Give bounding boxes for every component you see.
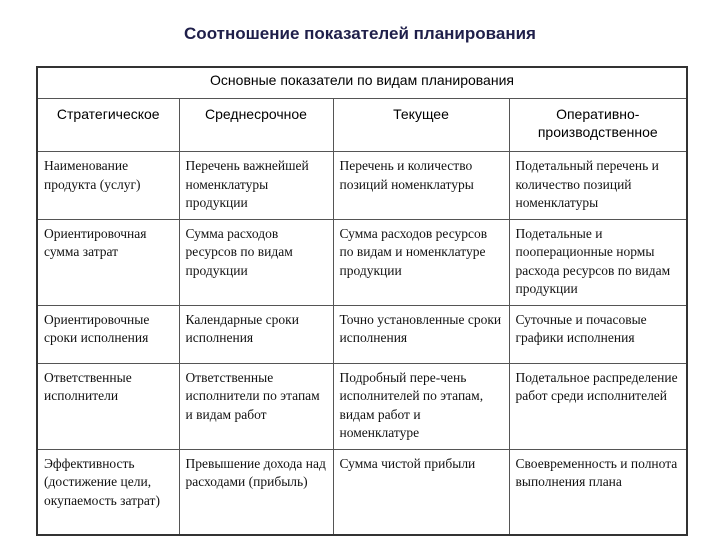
table-cell: Перечень важнейшей номенклатуры продукции: [179, 152, 333, 220]
table-cell: Ответственные исполнители по этапам и видам работ: [179, 363, 333, 449]
table-cell: Календарные сроки исполнения: [179, 305, 333, 363]
table-cell: Ориентировочная сумма затрат: [37, 219, 179, 305]
table-row: [37, 219, 687, 305]
table-cell: Ответственные исполнители: [37, 363, 179, 449]
table-cell: Перечень и количество позиций номенклатуры: [333, 152, 509, 220]
header-current: Текущее: [333, 99, 509, 152]
table-cell: Сумма расходов ресурсов по видам продукции: [179, 219, 333, 305]
table-cell: Наименование продукта (услуг): [37, 152, 179, 220]
table-cell: Эффективность (достижение цели, окупаемость затрат): [37, 449, 179, 535]
table-cell: Точно установленные сроки исполнения: [333, 305, 509, 363]
table-row: [37, 305, 687, 363]
table-cell: Сумма расходов ресурсов по видам и номенклатуре продукции: [333, 219, 509, 305]
table-row: [37, 449, 687, 535]
table-cell: Подетальный перечень и количество позиций номенклатуры: [509, 152, 687, 220]
table-row: [37, 363, 687, 449]
header-operational: Оперативно-производственное: [509, 99, 687, 152]
table-cell: Подробный пере-чень исполнителей по этапам, видам работ и номенклатуре: [333, 363, 509, 449]
table-caption: Основные показатели по видам планирования: [37, 67, 687, 99]
table-cell: Подетальные и пооперационные нормы расхода ресурсов по видам продукции: [509, 219, 687, 305]
planning-indicators-table: [36, 66, 688, 536]
table-row: [37, 152, 687, 220]
table-cell: Своевременность и полнота выполнения плана: [509, 449, 687, 535]
header-row: [37, 99, 687, 152]
table-cell: Превышение дохода над расходами (прибыль): [179, 449, 333, 535]
header-medium-term: Среднесрочное: [179, 99, 333, 152]
table-cell: Ориентировочные сроки исполнения: [37, 305, 179, 363]
table-cell: Сумма чистой прибыли: [333, 449, 509, 535]
header-strategic: Стратегическое: [37, 99, 179, 152]
table-cell: Суточные и почасовые графики исполнения: [509, 305, 687, 363]
page-title: Соотношение показателей планирования: [184, 24, 536, 43]
table-cell: Подетальное распределение работ среди исполнителей: [509, 363, 687, 449]
